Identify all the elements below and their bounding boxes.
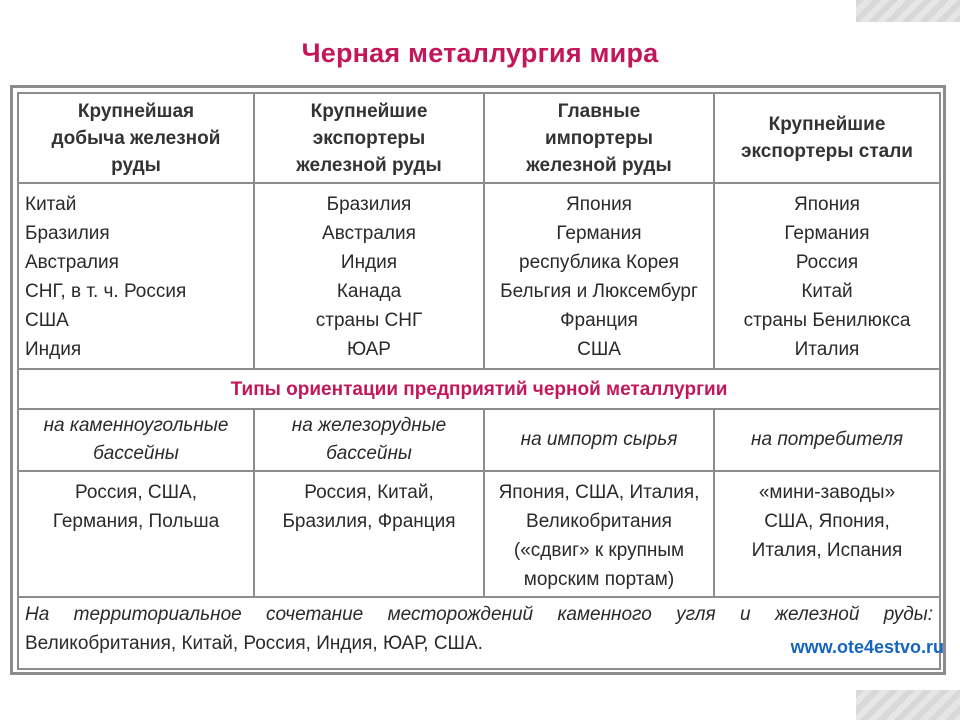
type-cell: на импорт сырья: [484, 409, 714, 471]
footer-italic-line: На территориальное сочетание месторождений каменного угля и железной руды:: [25, 604, 933, 625]
header-cell: Крупнейшие экспортеры стали: [714, 93, 940, 183]
table-row: [18, 183, 940, 369]
corner-decoration-top: [856, 0, 960, 22]
footer-countries-line: Великобритания, Китай, Россия, Индия, ЮАР, США.: [25, 633, 483, 654]
type-countries-cell: Россия, Китай, Бразилия, Франция: [254, 471, 484, 597]
page-title: Черная металлургия мира: [301, 38, 659, 68]
list-cell: Япония Германия республика Корея Бельгия и Люксембург Франция США: [484, 183, 714, 369]
section-row: [18, 369, 940, 409]
type-countries-cell: Россия, США, Германия, Польша: [18, 471, 254, 597]
header-cell: Главные импортеры железной руды: [484, 93, 714, 183]
list-cell: Бразилия Австралия Индия Канада страны СНГ ЮАР: [254, 183, 484, 369]
type-cell: на железорудные бассейны: [254, 409, 484, 471]
type-cell: на потребителя: [714, 409, 940, 471]
watermark-link[interactable]: www.ote4estvo.ru: [790, 637, 944, 657]
type-countries-row: [18, 471, 940, 597]
type-cell: на каменноугольные бассейны: [18, 409, 254, 471]
footer-cell: [18, 597, 940, 669]
type-countries-cell: Япония, США, Италия, Великобритания («сдвиг» к крупным морским портам): [484, 471, 714, 597]
header-cell: Крупнейшая добыча железной руды: [18, 93, 254, 183]
type-countries-cell: «мини-заводы» США, Япония, Италия, Испания: [714, 471, 940, 597]
list-cell: Япония Германия Россия Китай страны Бенилюкса Италия: [714, 183, 940, 369]
types-row: [18, 409, 940, 471]
list-cell: Китай Бразилия Австралия СНГ, в т. ч. Россия США Индия: [18, 183, 254, 369]
table-frame: [10, 85, 946, 675]
metallurgy-table: [17, 92, 941, 670]
header-cell: Крупнейшие экспортеры железной руды: [254, 93, 484, 183]
corner-decoration-bottom: [856, 690, 960, 720]
header-row: [18, 93, 940, 183]
footer-row: [18, 597, 940, 669]
section-title: Типы ориентации предприятий черной металлургии: [18, 369, 940, 409]
